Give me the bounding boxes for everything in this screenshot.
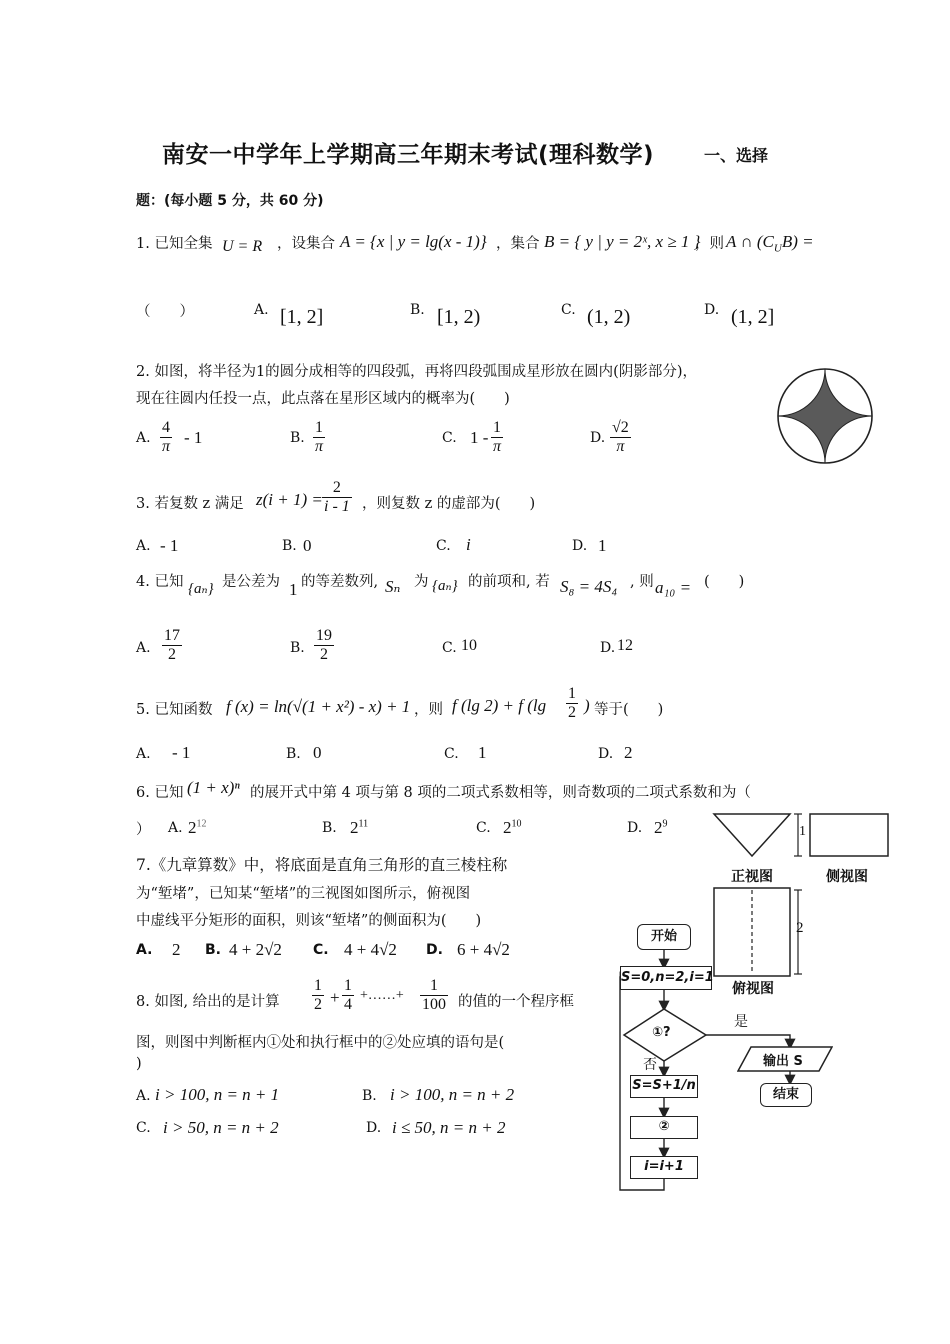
q7-option-c-value: 4 + 4√2 (344, 940, 397, 959)
q3-option-d-label: D. (572, 538, 588, 554)
q2-option-a-fraction: $\frac{4}{\pi}$ (162, 419, 171, 455)
q1-set-u: U = R (222, 238, 263, 255)
q4-option-c-label: C. (442, 640, 457, 656)
q8-fraction-1: $\frac{1}{2}$ (314, 977, 322, 1013)
q5-option-c-label: C. (444, 746, 459, 762)
q3-text-b: ，则复数 z 的虚部为( ) (362, 496, 536, 512)
q1-text-b: ，设集合 (277, 236, 335, 252)
q3-option-c-label: C. (436, 538, 451, 554)
q7-option-a-label: A. (136, 942, 153, 958)
q4-seq2: {aₙ} (432, 578, 458, 594)
q4-option-a-fraction: $\frac{17}{2}$ (164, 627, 180, 663)
q4-option-d-value: 12 (617, 637, 633, 654)
section-heading: 题：(每小题 5 分，共 60 分) (136, 193, 324, 209)
q1-option-a-value: [1, 2] (280, 306, 324, 328)
q7-line2: 为“堑堵”，已知某“堑堵”的三视图如图所示，俯视图 (136, 886, 471, 902)
q3-option-c-value: i (466, 535, 471, 554)
q4-sn: Sₙ (385, 577, 401, 596)
q6-option-c-label: C. (476, 820, 491, 836)
q4-seq: {aₙ} (188, 581, 214, 597)
q3-expr: z(i + 1) = (256, 490, 323, 509)
q1-text-d: ，则 (695, 236, 724, 252)
q4-paren: ( ) (704, 574, 745, 590)
q6-expr: (1 + x)ⁿ (187, 778, 240, 797)
q2-option-d-fraction: $\frac{√2}{\pi}$ (612, 419, 629, 455)
q1-option-d-value: (1, 2] (731, 306, 775, 328)
q4-option-d-label: D. (600, 640, 616, 656)
q2-option-c-fraction: $\frac{1}{\pi}$ (493, 419, 502, 455)
q1-expr-sub: U (773, 242, 782, 255)
q4-text-f: , 则 (630, 574, 654, 590)
q5-expr-a: f (lg 2) + f (lg (452, 696, 547, 715)
flowchart-start: 开始 (637, 924, 691, 950)
q8-option-c-label: C. (136, 1120, 151, 1136)
q7-option-c-label: C. (313, 942, 329, 958)
q7-option-d-label: D. (426, 942, 443, 958)
q5-func: f (x) = ln(√(1 + x²) - x) + 1 (226, 697, 411, 716)
q8-line2: 图，则图中判断框内①处和执行框中的②处应填的语句是( (136, 1035, 505, 1051)
q2-option-c-label: C. (442, 430, 457, 446)
q5-option-d-label: D. (598, 746, 614, 762)
q1-option-d-label: D. (704, 302, 720, 318)
q4-option-c-value: 10 (461, 637, 477, 654)
q8-fraction-2: $\frac{1}{4}$ (344, 977, 352, 1013)
q1-option-b-value: [1, 2) (437, 306, 481, 328)
q2-option-a-tail: - 1 (184, 428, 203, 447)
q2-option-c-head: 1 - (470, 428, 489, 447)
flowchart-end: 结束 (760, 1083, 812, 1107)
flowchart-step3: i=i+1 (630, 1156, 698, 1179)
q1-set-b: B = { y | y = 2ˣ, x ≥ 1 } (544, 232, 701, 251)
page-title: 南安一中学年上学期高三年期末考试(理科数学) (162, 142, 655, 168)
q4-d: 1 (289, 580, 298, 599)
q6-text-b: 的展开式中第 4 项与第 8 项的二项式系数相等，则奇数项的二项式系数和为（ (250, 785, 751, 801)
q2-option-b-fraction: $\frac{1}{\pi}$ (315, 419, 324, 455)
q4-option-a-label: A. (136, 640, 151, 656)
q2-option-d-label: D. (590, 430, 606, 446)
q6-option-c-value: $2^{10}$ (503, 818, 522, 837)
q1-option-a-label: A. (254, 302, 269, 318)
q5-option-b-value: 0 (313, 743, 322, 762)
q6-option-d-label: D. (627, 820, 643, 836)
q7-option-b-value: 4 + 2√2 (229, 940, 282, 959)
q1-paren: （ ） (136, 304, 194, 320)
q8-option-b-label: B. (362, 1088, 377, 1104)
flowchart-no-label: 否 (643, 1057, 657, 1073)
q4-text-e: 的前项和, 若 (468, 574, 550, 590)
q4-cond: S₈ = 4S₄ (560, 577, 618, 596)
flowchart-step1: S=S+1/n (630, 1075, 698, 1098)
q1-option-b-label: B. (410, 302, 425, 318)
q5-fraction: $\frac{1}{2}$ (568, 685, 576, 721)
q3-text-a: 3. 若复数 z 满足 (136, 496, 244, 512)
q4-text-c: 的等差数列, (301, 574, 379, 590)
q6-close: ） (136, 822, 151, 838)
q8-option-b-value: i > 100, n = n + 2 (390, 1085, 515, 1104)
q7-option-d-value: 6 + 4√2 (457, 940, 510, 959)
q2-option-b-label: B. (290, 430, 305, 446)
q5-text-b: ，则 (414, 702, 443, 718)
q8-text-b: 的值的一个程序框 (458, 994, 574, 1010)
q3-option-a-label: A. (136, 538, 151, 554)
q3-option-b-label: B. (282, 538, 297, 554)
flowchart-yes-label: 是 (734, 1014, 748, 1030)
q4-text-b: 是公差为 (222, 574, 280, 590)
side-view-label: 侧视图 (826, 869, 868, 885)
q4-option-b-label: B. (290, 640, 305, 656)
flowchart-output-text: 输出 S (763, 1054, 803, 1069)
q2-line2: 现在往圆内任投一点，此点落在星形区域内的概率为( ) (136, 391, 510, 407)
q7-option-a-value: 2 (172, 940, 181, 959)
flowchart-step2: ② (630, 1116, 698, 1139)
flowchart-decision-text: ①? (652, 1025, 671, 1040)
q8-fraction-3: $\frac{1}{100}$ (422, 977, 446, 1013)
q1-expr: A ∩ $(C_UB)$ = (726, 232, 814, 255)
q5-expr-b: ) (584, 696, 590, 715)
q8-line3: ) (136, 1056, 142, 1072)
q3-fraction: $\frac{2}{i - 1}$ (324, 479, 350, 515)
q6-option-a-value: $2^{12}$ (188, 818, 207, 837)
q8-option-d-label: D. (366, 1120, 382, 1136)
star-in-circle-figure (776, 367, 874, 465)
q6-option-b-label: B. (322, 820, 337, 836)
q4-text-a: 4. 已知 (136, 574, 184, 590)
q1-text-c: ，集合 (496, 236, 540, 252)
q5-option-b-label: B. (286, 746, 301, 762)
q8-text-a: 8. 如图, 给出的是计算 (136, 994, 280, 1010)
q8-option-a-label: A. (136, 1088, 151, 1104)
q3-option-d-value: 1 (598, 536, 607, 555)
q5-text-c: 等于( ) (594, 702, 664, 718)
q7-line3: 中虚线平分矩形的面积，则该“堑堵”的侧面积为( ) (136, 913, 482, 929)
q1-text-a: 1. 已知全集 (136, 236, 213, 252)
front-view-label: 正视图 (731, 869, 773, 885)
q2-option-a-label: A. (136, 430, 151, 446)
title-tail: 一、选择 (704, 146, 769, 165)
q1-set-a: A = {x | y = lg(x - 1)} (340, 232, 487, 251)
q8-option-c-value: i > 50, n = n + 2 (163, 1118, 279, 1137)
side-view-rect (810, 814, 888, 856)
q8-dots: +……+ (360, 988, 404, 1003)
q1-option-c-label: C. (561, 302, 576, 318)
q5-text-a: 5. 已知函数 (136, 702, 213, 718)
q4-target: a₁₀ = (655, 578, 692, 597)
q1-option-c-value: (1, 2) (587, 306, 631, 328)
dimension-2: 2 (796, 920, 804, 936)
q7-option-b-label: B. (205, 942, 221, 958)
flowchart-init: S=0,n=2,i=1 (620, 966, 712, 990)
q4-option-b-fraction: $\frac{19}{2}$ (316, 627, 332, 663)
q6-option-b-value: $2^{11}$ (350, 818, 369, 837)
top-view-label: 俯视图 (732, 981, 774, 997)
q2-line1: 2. 如图，将半径为1的圆分成相等的四段弧，再将四段弧围成星形放在圆内(阴影部分)， (136, 364, 697, 380)
front-view-triangle (714, 814, 790, 856)
q6-option-d-value: $2^9$ (654, 818, 668, 837)
q3-option-a-value: - 1 (160, 536, 179, 555)
q6-text-a: 6. 已知 (136, 785, 184, 801)
q8-option-a-value: i > 100, n = n + 1 (155, 1085, 280, 1104)
q8-plus: + (330, 988, 340, 1007)
q3-option-b-value: 0 (303, 536, 312, 555)
q5-option-a-label: A. (136, 746, 151, 762)
q4-text-d: 为 (414, 574, 429, 590)
q5-option-c-value: 1 (478, 743, 487, 762)
q5-option-d-value: 2 (624, 743, 633, 762)
q8-option-d-value: i ≤ 50, n = n + 2 (392, 1118, 506, 1137)
q7-line1: 7.《九章算数》中，将底面是直角三角形的直三棱柱称 (136, 856, 508, 874)
dimension-1: 1 (799, 824, 806, 839)
q6-option-a-label: A. (168, 820, 183, 836)
q5-option-a-value: - 1 (172, 743, 191, 762)
